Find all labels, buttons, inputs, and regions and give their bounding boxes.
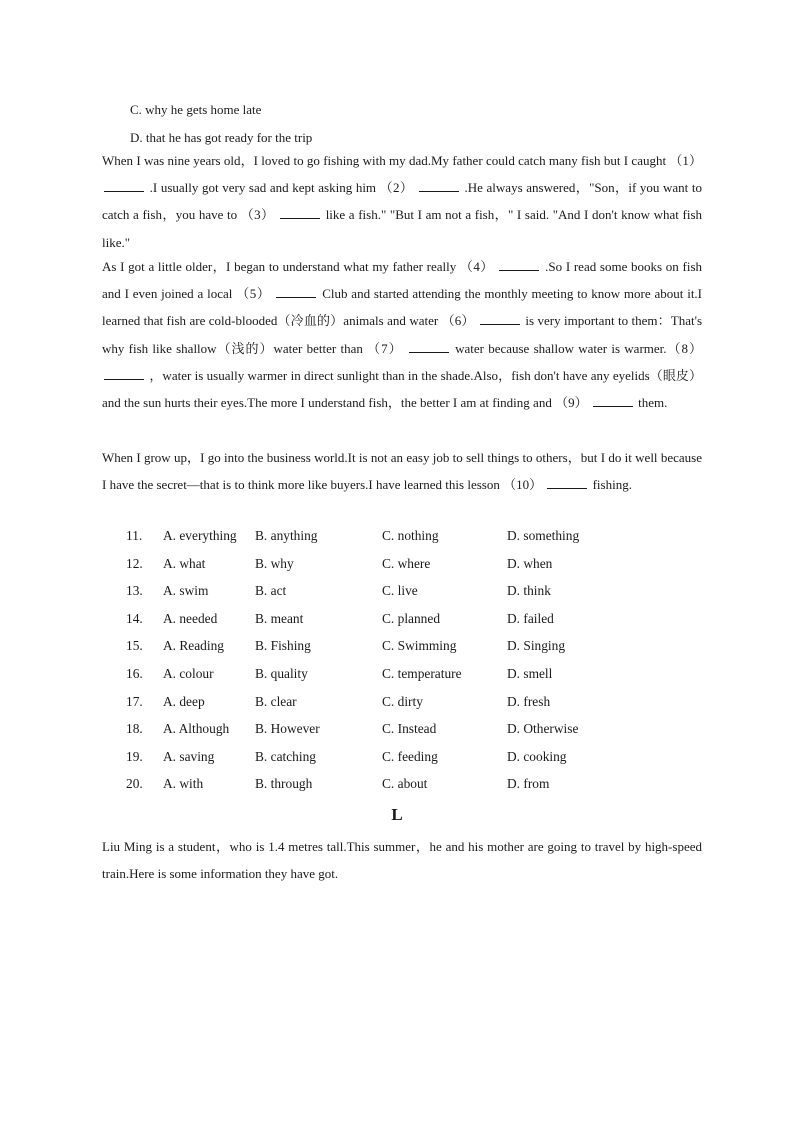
question-row bbox=[126, 715, 686, 743]
question-number: 16. bbox=[126, 665, 143, 681]
question-number: 19. bbox=[126, 748, 143, 764]
question-number: 15. bbox=[126, 638, 143, 654]
question-number: 17. bbox=[126, 693, 143, 709]
option-d: D. think bbox=[507, 583, 551, 599]
question-number: 12. bbox=[126, 555, 143, 571]
question-number: 11. bbox=[126, 528, 143, 543]
passage-paragraph-3 bbox=[102, 444, 702, 498]
option-d: D. Singing bbox=[507, 638, 566, 654]
option-a: A. needed bbox=[163, 610, 218, 626]
option-d: D. something bbox=[507, 528, 580, 543]
blank-4 bbox=[499, 259, 539, 271]
option-c: C. Swimming bbox=[382, 638, 457, 654]
option-c: C. where bbox=[382, 555, 431, 571]
option-c: C. about bbox=[382, 776, 428, 792]
option-a: A. Although bbox=[163, 721, 230, 737]
question-row bbox=[126, 660, 686, 688]
passage-text: like a fish." "But I am not a fish，" I said. "And I don't know what fish like." bbox=[102, 207, 703, 250]
passage-text: .He always answered，"Son，if you want to catch a fish，you have to （3） bbox=[102, 180, 703, 223]
blank-3 bbox=[280, 207, 320, 219]
option-a: A. swim bbox=[163, 583, 209, 599]
blank-2 bbox=[419, 180, 459, 192]
question-row bbox=[126, 688, 686, 716]
question-number: 18. bbox=[126, 721, 143, 737]
option-c: C. temperature bbox=[382, 665, 462, 681]
question-row bbox=[126, 577, 686, 605]
question-number: 20. bbox=[126, 776, 143, 792]
passage-paragraph-1 bbox=[102, 147, 702, 256]
passage-text: .I usually got very sad and kept asking him （2） bbox=[149, 180, 414, 196]
option-b: B. catching bbox=[255, 748, 316, 764]
option-a: A. colour bbox=[163, 665, 214, 681]
option-c: C. nothing bbox=[382, 528, 439, 543]
option-d: D. from bbox=[507, 776, 550, 792]
blank-6 bbox=[480, 313, 520, 325]
passage-text: them. bbox=[638, 395, 668, 411]
blank-7 bbox=[409, 341, 449, 353]
question-row bbox=[126, 522, 686, 550]
blank-8 bbox=[104, 368, 144, 380]
option-b: B. clear bbox=[255, 693, 297, 709]
passage-text: water because shallow water is warmer.（8） bbox=[455, 340, 702, 356]
option-c: C. dirty bbox=[382, 693, 423, 709]
option-d: D. that he has got ready for the trip bbox=[130, 129, 313, 145]
option-c: C. planned bbox=[382, 610, 441, 626]
option-a: A. deep bbox=[163, 693, 205, 709]
option-b: B. quality bbox=[255, 665, 308, 681]
blank-5 bbox=[276, 286, 316, 298]
question-row bbox=[126, 743, 686, 771]
option-b: B. Fishing bbox=[255, 638, 311, 654]
section-heading: L bbox=[391, 805, 403, 824]
option-b: B. act bbox=[255, 583, 287, 599]
option-d: D. cooking bbox=[507, 748, 567, 764]
option-a: A. Reading bbox=[163, 638, 224, 654]
passage-text: Club and started attending the monthly meeting to know more about it.I learned that fish are cold-blooded（冷血的）animals and water （6） bbox=[102, 286, 703, 329]
question-list bbox=[126, 522, 686, 798]
option-d: D. failed bbox=[507, 610, 554, 626]
passage-text: ，water is usually warmer in direct sunlight than in the shade.Also，fish don't have any eyelids（眼皮）and the sun hurts their eyes.The more I understand fish，the better I am at finding and （9） bbox=[102, 367, 702, 411]
passage-text: fishing. bbox=[592, 477, 632, 493]
option-d: D. smell bbox=[507, 665, 553, 681]
section-intro bbox=[102, 833, 702, 887]
option-a: A. everything bbox=[163, 528, 237, 543]
question-row bbox=[126, 632, 686, 660]
passage-text: When I was nine years old，I loved to go fishing with my dad.My father could catch many fish but I caught （1） bbox=[102, 153, 702, 168]
option-b: B. meant bbox=[255, 610, 304, 626]
option-d: D. fresh bbox=[507, 693, 551, 709]
blank-1 bbox=[104, 180, 144, 192]
option-a: A. saving bbox=[163, 748, 215, 764]
question-row bbox=[126, 605, 686, 633]
option-a: A. with bbox=[163, 776, 204, 792]
option-c: C. why he gets home late bbox=[130, 102, 262, 117]
option-d: D. Otherwise bbox=[507, 721, 579, 737]
option-b: B. why bbox=[255, 555, 294, 571]
previous-question-options bbox=[130, 96, 312, 151]
blank-9 bbox=[593, 395, 633, 407]
passage-text: As I got a little older，I began to understand what my father really （4） bbox=[102, 259, 494, 274]
question-row bbox=[126, 770, 686, 798]
option-c: C. Instead bbox=[382, 721, 437, 737]
option-b: B. through bbox=[255, 776, 313, 792]
passage-text: is very important to them：That's why fish like shallow（浅的）water better than （7） bbox=[102, 313, 703, 356]
blank-10 bbox=[547, 477, 587, 489]
passage-text: .So I read some books on fish and I even joined a local （5） bbox=[102, 259, 702, 302]
question-number: 13. bbox=[126, 583, 143, 599]
option-d: D. when bbox=[507, 555, 553, 571]
passage-paragraph-2 bbox=[102, 253, 702, 416]
passage-text: When I grow up，I go into the business world.It is not an easy job to sell things to others，but I do it well because I have the secret—that is to think more like buyers.I have learned this lesson （10） bbox=[102, 450, 702, 493]
passage-text: Liu Ming is a student，who is 1.4 metres tall.This summer，he and his mother are going to travel by high-speed train.Here is some information they have got. bbox=[102, 839, 702, 882]
option-c: C. feeding bbox=[382, 748, 438, 764]
question-number: 14. bbox=[126, 610, 143, 626]
option-a: A. what bbox=[163, 555, 206, 571]
option-b: B. However bbox=[255, 721, 320, 737]
option-b: B. anything bbox=[255, 528, 318, 543]
question-row bbox=[126, 550, 686, 578]
option-c: C. live bbox=[382, 583, 418, 599]
